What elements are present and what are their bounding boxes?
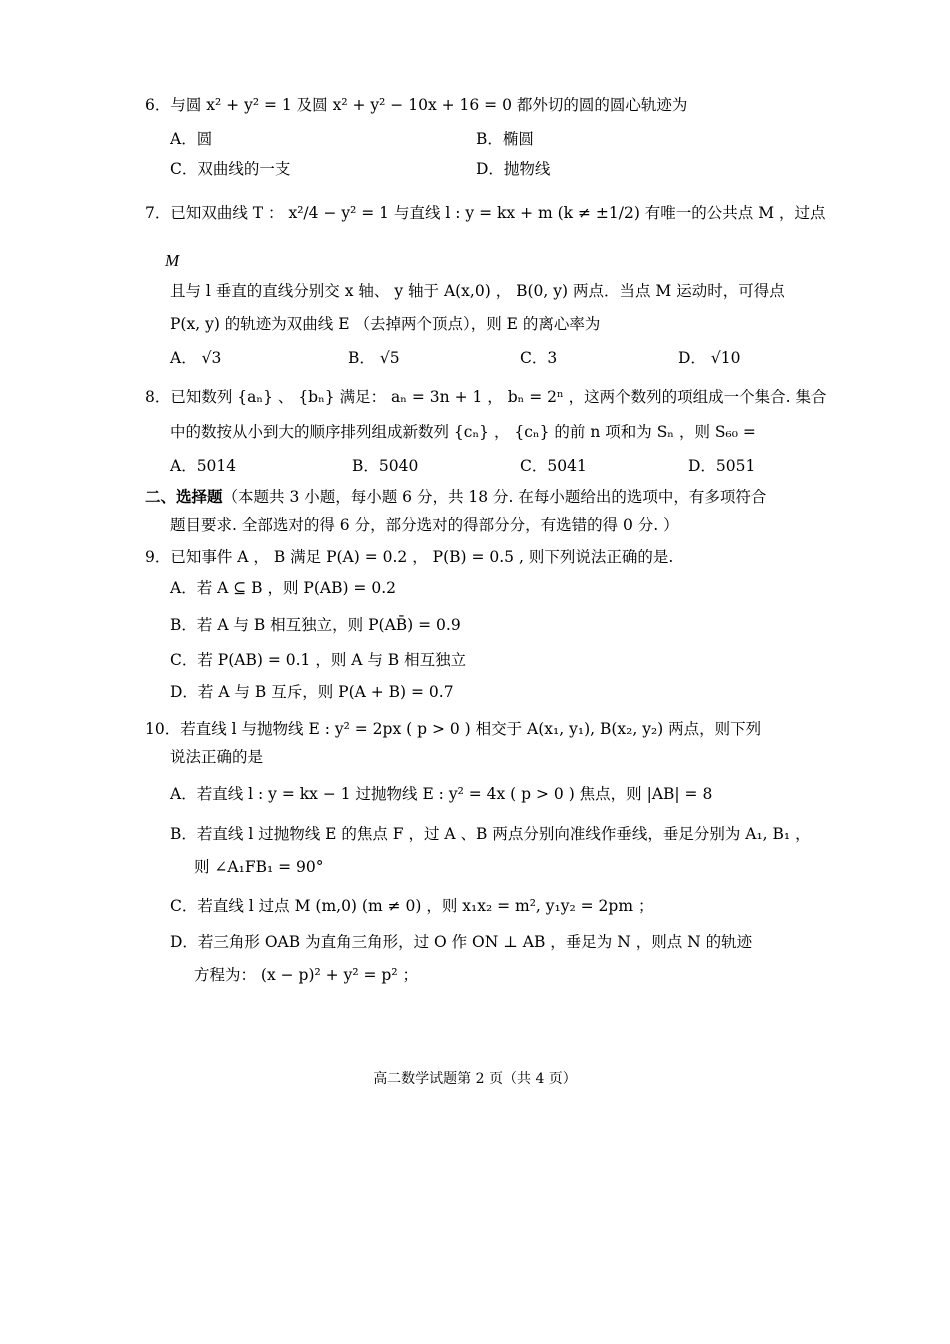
q6-stem: 6．与圆 x² + y² = 1 及圆 x² + y² − 10x + 16 = 0 都外切的圆的圆心轨迹为	[145, 96, 688, 114]
q10-option-c: C．若直线 l 过点 M (m,0) (m ≠ 0) ，则 x₁x₂ = m², y₁y₂ = 2pm ；	[170, 897, 654, 915]
q6-option-b: B．椭圆	[476, 130, 534, 148]
q9-option-c: C．若 P(AB) = 0.1 ，则 A 与 B 相互独立	[170, 651, 467, 669]
q10-option-d-line2: 方程为： (x − p)² + y² = p² ；	[194, 966, 418, 984]
q6-option-a: A．圆	[170, 130, 213, 148]
q9-option-b: B．若 A 与 B 相互独立，则 P(AB̄) = 0.9	[170, 616, 461, 634]
q6-option-c: C．双曲线的一支	[170, 160, 291, 178]
q6-option-d: D．抛物线	[476, 160, 551, 178]
q10-option-d-line1: D．若三角形 OAB 为直角三角形，过 O 作 ON ⊥ AB ，垂足为 N ，则点 N 的轨迹	[170, 933, 753, 951]
q10-stem-line2: 说法正确的是	[170, 748, 264, 766]
page-footer: 高二数学试题第 2 页（共 4 页）	[373, 1071, 577, 1087]
q8-option-b: B．5040	[352, 457, 419, 475]
q10-option-a: A．若直线 l : y = kx − 1 过抛物线 E : y² = 4x ( p > 0 ) 焦点，则 |AB| = 8	[170, 785, 713, 803]
q7-option-a: A． √3	[170, 349, 222, 367]
section2-desc-line1: （本题共 3 小题，每小题 6 分，共 18 分. 在每小题给出的选项中，有多项符合	[222, 488, 767, 506]
q8-option-a: A．5014	[170, 457, 237, 475]
q7-option-d: D． √10	[678, 349, 741, 367]
section2-title: 二、选择题	[145, 487, 223, 506]
section2-header	[145, 486, 766, 508]
q8-stem-line1: 8．已知数列 {aₙ} 、 {bₙ} 满足： aₙ = 3n + 1 ， bₙ = 2ⁿ ，这两个数列的项组成一个集合. 集合	[145, 388, 827, 406]
q10-option-b-line2: 则 ∠A₁FB₁ = 90°	[194, 858, 324, 876]
q7-stem-line2: M	[165, 251, 180, 270]
q10-option-b-line1: B．若直线 l 过抛物线 E 的焦点 F ，过 A 、B 两点分别向准线作垂线，垂足分别为 A₁, B₁ ，	[170, 825, 811, 843]
q8-option-d: D．5051	[688, 457, 756, 475]
q7-stem-line4: P(x, y) 的轨迹为双曲线 E （去掉两个顶点），则 E 的离心率为	[170, 315, 601, 333]
q7-stem-line3: 且与 l 垂直的直线分别交 x 轴、 y 轴于 A(x,0) ， B(0, y) 两点．当点 M 运动时，可得点	[170, 282, 785, 300]
q10-stem-line1: 10．若直线 l 与抛物线 E : y² = 2px ( p > 0 ) 相交于 A(x₁, y₁), B(x₂, y₂) 两点，则下列	[145, 720, 762, 738]
q8-stem-line2: 中的数按从小到大的顺序排列组成新数列 {cₙ} ， {cₙ} 的前 n 项和为 Sₙ ，则 S₆₀ =	[170, 423, 756, 441]
q8-option-c: C．5041	[520, 457, 587, 475]
q9-stem: 9．已知事件 A ， B 满足 P(A) = 0.2 ， P(B) = 0.5 , 则下列说法正确的是.	[145, 548, 674, 566]
q9-option-d: D．若 A 与 B 互斥，则 P(A + B) = 0.7	[170, 683, 454, 701]
q7-option-b: B． √5	[348, 349, 400, 367]
section2-desc-line2: 题目要求. 全部选对的得 6 分，部分选对的得部分分，有选错的得 0 分. ）	[170, 516, 679, 534]
q7-stem-line1: 7．已知双曲线 T ： x²/4 − y² = 1 与直线 l : y = kx + m (k ≠ ±1/2) 有唯一的公共点 M ，过点	[145, 204, 826, 222]
q9-option-a: A．若 A ⊆ B ，则 P(AB) = 0.2	[170, 579, 396, 597]
q7-option-c: C．3	[520, 349, 558, 367]
